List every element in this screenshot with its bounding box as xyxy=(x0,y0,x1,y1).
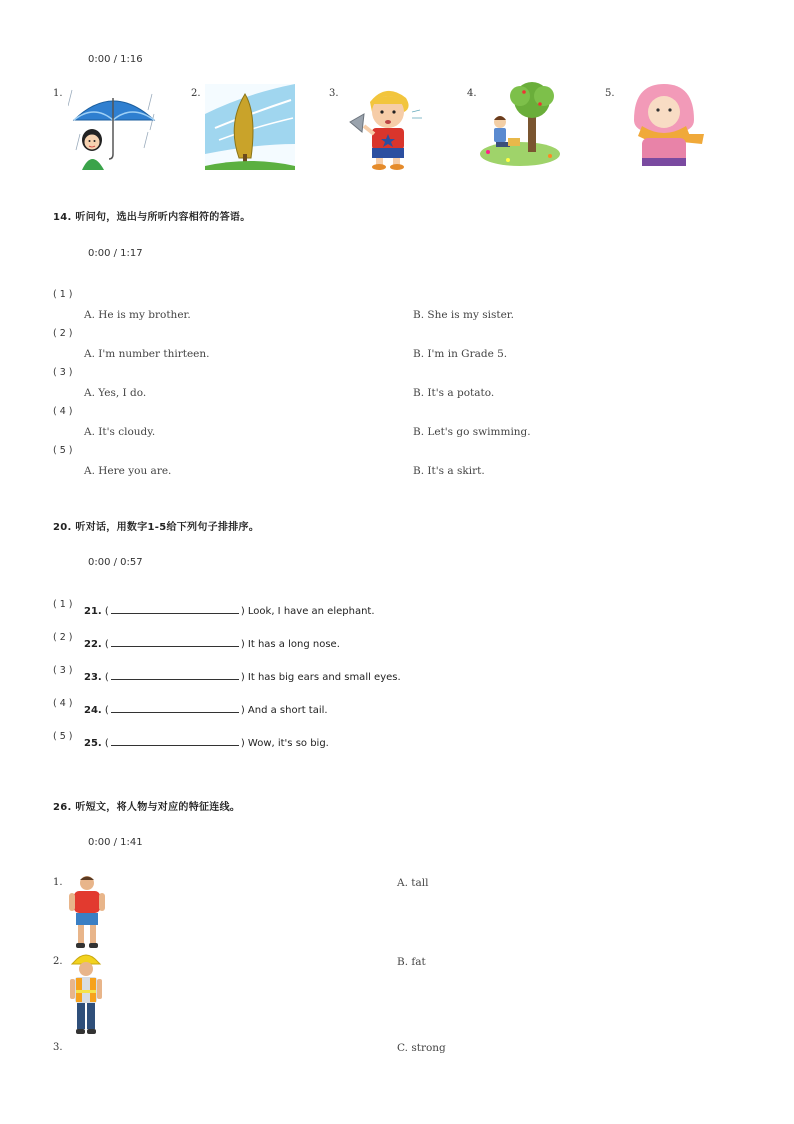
open-paren: ( xyxy=(104,606,109,617)
sub-label-20-3: ( 3 ) xyxy=(53,665,73,676)
order-item-22 xyxy=(84,637,340,650)
option-14-5-b[interactable]: B. It's a skirt. xyxy=(413,465,485,477)
feature-c[interactable]: C. strong xyxy=(397,1042,446,1054)
picture-number-4: 4. xyxy=(467,88,477,99)
windy-tree-icon xyxy=(205,84,295,170)
option-14-2-b[interactable]: B. I'm in Grade 5. xyxy=(413,348,508,360)
option-14-5-a[interactable]: A. Here you are. xyxy=(84,465,172,477)
close-paren: ) xyxy=(240,639,245,650)
person-number-2[interactable]: 2. xyxy=(53,956,63,967)
close-paren: ) xyxy=(240,672,245,683)
sub-label-20-1: ( 1 ) xyxy=(53,599,73,610)
order-sentence: It has big ears and small eyes. xyxy=(247,672,401,683)
open-paren: ( xyxy=(104,639,109,650)
sub-label-20-4: ( 4 ) xyxy=(53,698,73,709)
option-14-3-a[interactable]: A. Yes, I do. xyxy=(84,387,147,399)
close-paren: ) xyxy=(240,705,245,716)
order-sentence: It has a long nose. xyxy=(247,639,340,650)
cold-girl-scarf-icon xyxy=(620,82,708,168)
order-number: 24. xyxy=(84,705,102,716)
audio-player-14[interactable]: 0:00 / 1:17 xyxy=(88,248,143,259)
man-red-shirt-icon[interactable] xyxy=(66,874,108,950)
picture-number-1: 1. xyxy=(53,88,63,99)
order-sentence: Wow, it's so big. xyxy=(247,738,329,749)
sub-label-14-3: ( 3 ) xyxy=(53,367,73,378)
option-14-2-a[interactable]: A. I'm number thirteen. xyxy=(84,348,210,360)
worker-hardhat-icon[interactable] xyxy=(66,950,106,1038)
boy-under-tree-icon xyxy=(478,82,562,168)
person-number-3[interactable]: 3. xyxy=(53,1042,63,1053)
order-item-25 xyxy=(84,736,329,749)
answer-blank-21[interactable] xyxy=(111,604,239,614)
feature-a[interactable]: A. tall xyxy=(397,877,429,889)
answer-blank-25[interactable] xyxy=(111,736,239,746)
sub-label-14-1: ( 1 ) xyxy=(53,289,73,300)
audio-player-13[interactable]: 0:00 / 1:16 xyxy=(88,54,143,65)
sub-label-14-2: ( 2 ) xyxy=(53,328,73,339)
order-item-21 xyxy=(84,604,375,617)
question-26-title: 26. 听短文，将人物与对应的特征连线。 xyxy=(53,802,241,813)
order-sentence: Look, I have an elephant. xyxy=(247,606,375,617)
order-sentence: And a short tail. xyxy=(247,705,328,716)
option-14-4-a[interactable]: A. It's cloudy. xyxy=(84,426,156,438)
option-14-3-b[interactable]: B. It's a potato. xyxy=(413,387,495,399)
picture-number-2: 2. xyxy=(191,88,201,99)
order-item-24 xyxy=(84,703,328,716)
option-14-4-b[interactable]: B. Let's go swimming. xyxy=(413,426,531,438)
sub-label-14-5: ( 5 ) xyxy=(53,445,73,456)
option-14-1-a[interactable]: A. He is my brother. xyxy=(84,309,191,321)
open-paren: ( xyxy=(104,738,109,749)
feature-b[interactable]: B. fat xyxy=(397,956,426,968)
open-paren: ( xyxy=(104,705,109,716)
sub-label-14-4: ( 4 ) xyxy=(53,406,73,417)
answer-blank-22[interactable] xyxy=(111,637,239,647)
answer-blank-23[interactable] xyxy=(111,670,239,680)
hot-boy-fan-icon xyxy=(342,82,432,170)
close-paren: ) xyxy=(240,738,245,749)
close-paren: ) xyxy=(240,606,245,617)
person-number-1[interactable]: 1. xyxy=(53,877,63,888)
order-number: 25. xyxy=(84,738,102,749)
audio-player-20[interactable]: 0:00 / 0:57 xyxy=(88,557,143,568)
answer-blank-24[interactable] xyxy=(111,703,239,713)
picture-number-5: 5. xyxy=(605,88,615,99)
audio-player-26[interactable]: 0:00 / 1:41 xyxy=(88,837,143,848)
sub-label-20-2: ( 2 ) xyxy=(53,632,73,643)
order-number: 21. xyxy=(84,606,102,617)
picture-number-3: 3. xyxy=(329,88,339,99)
order-number: 22. xyxy=(84,639,102,650)
umbrella-rain-icon xyxy=(68,84,158,170)
order-item-23 xyxy=(84,670,401,683)
open-paren: ( xyxy=(104,672,109,683)
order-number: 23. xyxy=(84,672,102,683)
sub-label-20-5: ( 5 ) xyxy=(53,731,73,742)
question-14-title: 14. 听问句，选出与所听内容相符的答语。 xyxy=(53,212,251,223)
question-20-title: 20. 听对话，用数字1-5给下列句子排排序。 xyxy=(53,522,260,533)
option-14-1-b[interactable]: B. She is my sister. xyxy=(413,309,514,321)
